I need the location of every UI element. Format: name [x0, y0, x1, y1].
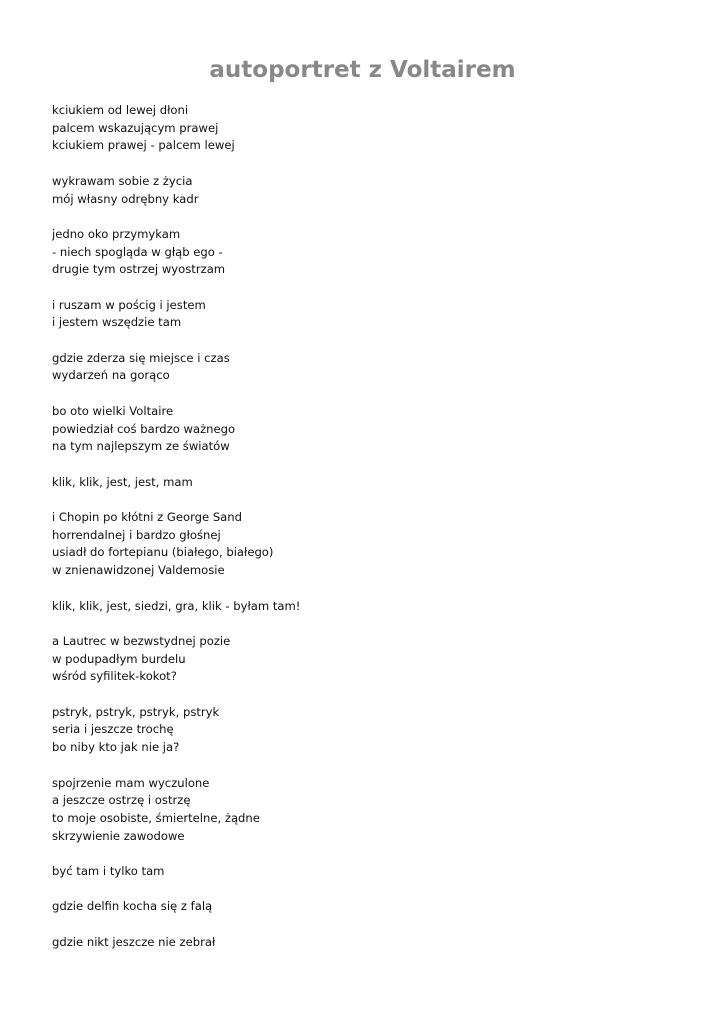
poem-line: to moje osobiste, śmiertelne, żądne — [52, 810, 260, 825]
poem-line: usiadł do fortepianu (białego, białego) — [52, 545, 274, 560]
poem-line: i Chopin po kłótni z George Sand — [52, 510, 242, 525]
stanza — [52, 403, 692, 456]
poem-line: powiedział coś bardzo ważnego — [52, 421, 236, 436]
stanza — [52, 173, 692, 208]
poem-line: gdzie nikt jeszcze nie zebrał — [52, 934, 216, 949]
stanza — [52, 898, 692, 916]
stanza — [52, 934, 692, 952]
poem-line: bo oto wielki Voltaire — [52, 403, 174, 418]
poem-line: pstryk, pstryk, pstryk, pstryk — [52, 704, 220, 719]
poem-body — [52, 102, 692, 969]
stanza — [52, 704, 692, 757]
stanza — [52, 474, 692, 492]
poem-line: wykrawam sobie z życia — [52, 173, 193, 188]
poem-line: - niech spogląda w głąb ego - — [52, 244, 223, 259]
poem-line: na tym najlepszym ze światów — [52, 439, 230, 454]
poem-line: palcem wskazującym prawej — [52, 120, 219, 135]
poem-line: drugie tym ostrzej wyostrzam — [52, 262, 226, 277]
stanza — [52, 775, 692, 846]
poem-line: horrendalnej i bardzo głośnej — [52, 527, 221, 542]
poem-line: a Lautrec w bezwstydnej pozie — [52, 633, 231, 648]
poem-line: skrzywienie zawodowe — [52, 828, 185, 843]
poem-line: a jeszcze ostrzę i ostrzę — [52, 793, 191, 808]
poem-line: i ruszam w pościg i jestem — [52, 297, 206, 312]
poem-line: bo niby kto jak nie ja? — [52, 740, 180, 755]
stanza — [52, 297, 692, 332]
stanza — [52, 350, 692, 385]
poem-line: gdzie delfin kocha się z falą — [52, 899, 213, 914]
stanza — [52, 633, 692, 686]
stanza — [52, 598, 692, 616]
poem-title: autoportret z Voltairem — [209, 57, 516, 83]
poem-line: kciukiem prawej - palcem lewej — [52, 138, 235, 153]
poem-line: w znienawidzonej Valdemosie — [52, 563, 225, 578]
poem-line: gdzie zderza się miejsce i czas — [52, 350, 230, 365]
poem-line: jedno oko przymykam — [52, 226, 181, 241]
poem-line: spojrzenie mam wyczulone — [52, 775, 210, 790]
poem-line: klik, klik, jest, jest, mam — [52, 474, 193, 489]
poem-line: być tam i tylko tam — [52, 864, 165, 879]
stanza — [52, 509, 692, 580]
poem-line: wśród syfilitek-kokot? — [52, 669, 177, 684]
poem-line: klik, klik, jest, siedzi, gra, klik - byłam tam! — [52, 598, 301, 613]
poem-line: seria i jeszcze trochę — [52, 722, 174, 737]
poem-line: w podupadłym burdelu — [52, 651, 186, 666]
stanza — [52, 863, 692, 881]
poem-line: wydarzeń na gorąco — [52, 368, 170, 383]
stanza — [52, 226, 692, 279]
stanza — [52, 102, 692, 155]
poem-line: mój własny odrębny kadr — [52, 191, 199, 206]
poem-line: kciukiem od lewej dłoni — [52, 103, 189, 117]
poem-line: i jestem wszędzie tam — [52, 315, 182, 330]
